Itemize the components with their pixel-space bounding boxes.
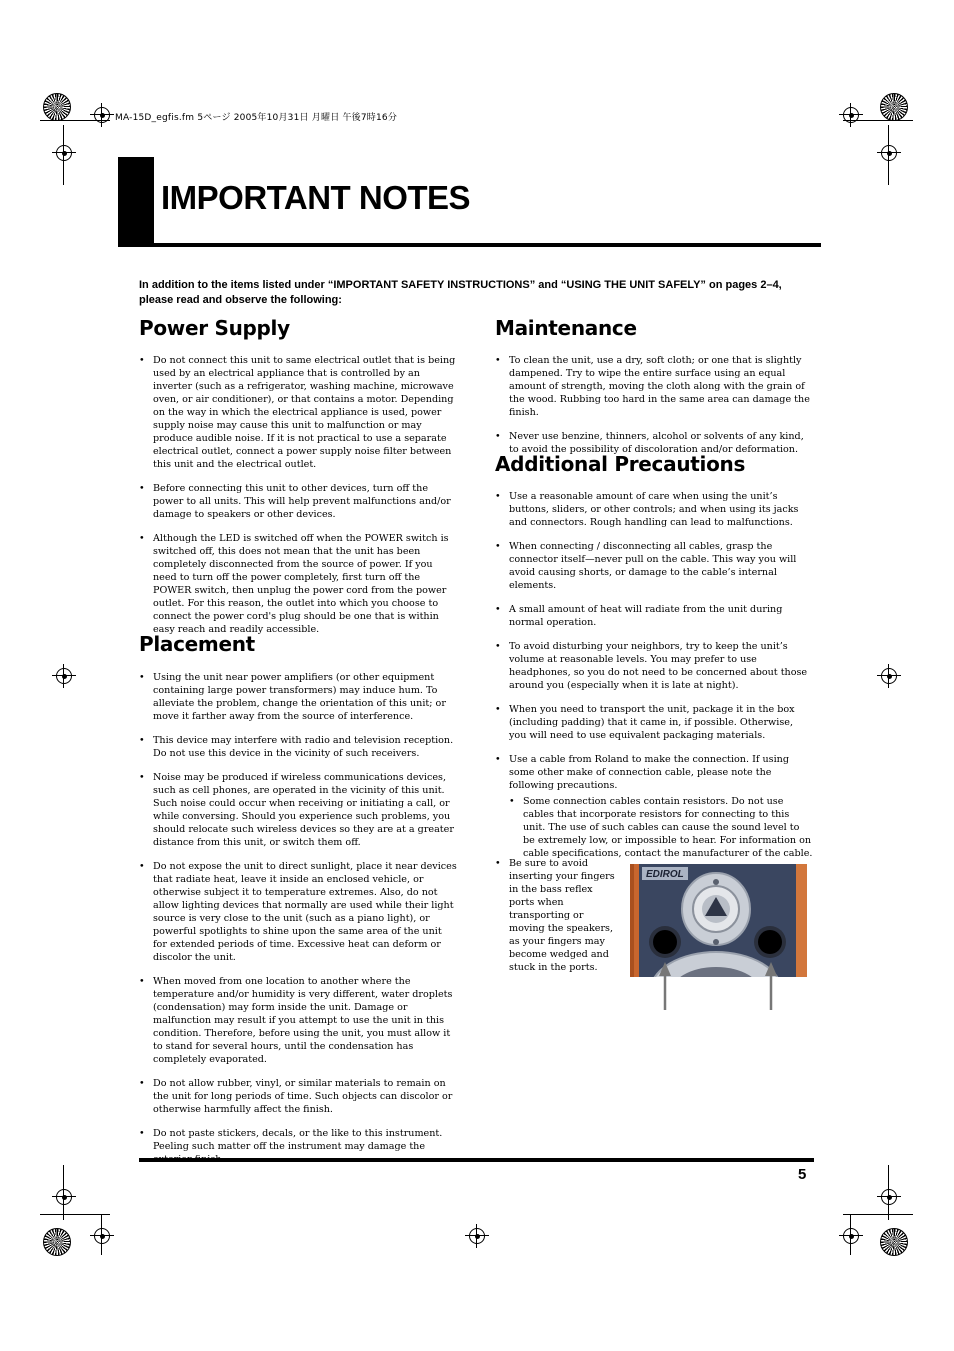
list-item: • Using the unit near power amplifiers (or other equipment containing large power transformers) may induce hum. To alleviate the problem, change the orientation of this unit; or move it farther away from the source of interference. (139, 671, 457, 723)
page-title: IMPORTANT NOTES (161, 179, 471, 216)
registration-target-icon (56, 145, 72, 161)
registration-target-icon (469, 1228, 485, 1244)
list-item: • Never use benzine, thinners, alcohol or solvents of any kind, to avoid the possibility of discoloration and/or deformation. (495, 430, 813, 456)
registration-target-icon (881, 668, 897, 684)
placement-heading: Placement (139, 632, 255, 656)
sub-list-item: • Some connection cables contain resistors. Do not use cables that incorporate resistors for connecting to this unit. The use of such cables can cause the sound level to be extremely low, or impossible to hear. For information on cable specifications, contact the manufacturer of the cable. (509, 795, 813, 860)
power-supply-heading: Power Supply (139, 316, 290, 340)
title-block (118, 157, 154, 245)
speaker-warning-list (495, 857, 620, 985)
list-item: • Be sure to avoid inserting your fingers in the bass reflex ports when transporting or moving the speakers, as your fingers may become wedged and stuck in the ports. (495, 857, 620, 974)
list-item: • When moved from one location to another where the temperature and/or humidity is very different, water droplets (condensation) may form inside the unit. Damage or malfunction may result if you attempt to use the unit in this condition. Therefore, before using the unit, you must allow it to stand for several hours, until the condensation has completely evaporated. (139, 975, 457, 1066)
list-item: • When connecting / disconnecting all cables, grasp the connector itself—never pull on the cable. This way you will avoid causing shorts, or damage to the cable’s internal elements. (495, 540, 813, 592)
footer-rule (139, 1158, 814, 1162)
list-item: • Do not paste stickers, decals, or the like to this instrument. Peeling such matter off the instrument may damage the (139, 1127, 457, 1166)
list-item: • To clean the unit, use a dry, soft cloth; or one that is slightly dampened. Try to wipe the entire surface using an equal amount of strength, moving the cloth along with the grain of the wood. Rubbing too hard in the same area can damage the finish. (495, 354, 813, 419)
registration-target-icon (94, 1228, 110, 1244)
list-item: • Do not allow rubber, vinyl, or similar materials to remain on the unit for long periods of time. Such objects can discolor or otherwise harmfully affect the finish. (139, 1077, 457, 1116)
registration-target-icon (843, 1228, 859, 1244)
list-item-text: Use a cable from Roland to make the connection. If using some other make of connection cable, please note the following precautions. (509, 754, 789, 791)
sub-list (509, 795, 813, 860)
registration-target-icon (881, 1189, 897, 1205)
list-item: • A small amount of heat will radiate from the unit during normal operation. (495, 603, 813, 629)
power-supply-list (139, 354, 457, 647)
registration-sunburst-icon (43, 93, 71, 121)
list-item: • Although the LED is switched off when the POWER switch is switched off, this does not mean that the unit has been completely disconnected from the source of power. If you need to turn off the power completely, first turn off the POWER switch, then unplug the power cord from the power outlet. For this reason, the outlet into which you choose to connect the power cord's plug should be one that is within easy reach and readily accessible. (139, 532, 457, 636)
registration-target-icon (56, 668, 72, 684)
list-item: • Before connecting this unit to other devices, turn off the power to all units. This will help prevent malfunctions and/or damage to speakers or other devices. (139, 482, 457, 521)
additional-precautions-heading: Additional Precautions (495, 452, 746, 476)
list-item: • To avoid disturbing your neighbors, try to keep the unit’s volume at reasonable levels. You may prefer to use headphones, so you do not need to be concerned about those around you (especially when it is late at night). (495, 640, 813, 692)
file-header: MA-15D_egfis.fm 5ページ 2005年10月31日 月曜日 午後7時16分 (115, 113, 398, 123)
registration-sunburst-icon (880, 1228, 908, 1256)
list-item: • Do not connect this unit to same electrical outlet that is being used by an electrical appliance that is controlled by an inverter (such as a refrigerator, washing machine, microwave oven, or air conditioner), or that contains a motor. Depending on the way in which the electrical appliance is used, power supply noise may cause this unit to malfunction or may produce audible noise. If it is not practical to use a separate electrical outlet, connect a power supply noise filter between this unit and the electrical outlet. (139, 354, 457, 471)
registration-target-icon (881, 145, 897, 161)
page-number: 5 (798, 1166, 807, 1183)
list-item: • Noise may be produced if wireless communications devices, such as cell phones, are operated in the vicinity of this unit. Such noise could occur when receiving or initiating a call, or while conversing. Should you experience such problems, you should relocate such wireless devices so they are at a greater distance from this unit, or switch them off. (139, 771, 457, 849)
registration-sunburst-icon (880, 93, 908, 121)
list-item: • Use a reasonable amount of care when using the unit’s buttons, sliders, or other controls; and when using its jacks and connectors. Rough handling can lead to malfunctions. (495, 490, 813, 529)
arrows-icon (655, 960, 780, 1012)
list-item: • When you need to transport the unit, package it in the box (including padding) that it came in, if possible. Otherwise, you will need to use equivalent packaging materials. (495, 703, 813, 742)
additional-precautions-list (495, 490, 813, 871)
list-item (495, 753, 813, 860)
registration-sunburst-icon (43, 1228, 71, 1256)
list-item: • This device may interfere with radio and television reception. Do not use this device in the vicinity of such receivers. (139, 734, 457, 760)
title-rule (118, 243, 821, 247)
registration-target-icon (56, 1189, 72, 1205)
placement-list (139, 671, 457, 1177)
speaker-logo: EDIROL (646, 869, 684, 880)
list-item: • Do not expose the unit to direct sunlight, place it near devices that radiate heat, leave it inside an enclosed vehicle, or otherwise subject it to temperature extremes. Also, do not allow lighting devices that normally are used while their light source is very close to the unit (such as a piano light), or powerful spotlights to shine upon the same area of the unit for extended periods of time. Excessive heat can deform or discolor the unit. (139, 860, 457, 964)
intro-text: In addition to the items listed under “IMPORTANT SAFETY INSTRUCTIONS” and “USING THE UNIT SAFELY” on pages 2–4, please read and observe the following: (139, 279, 782, 306)
maintenance-heading: Maintenance (495, 316, 637, 340)
